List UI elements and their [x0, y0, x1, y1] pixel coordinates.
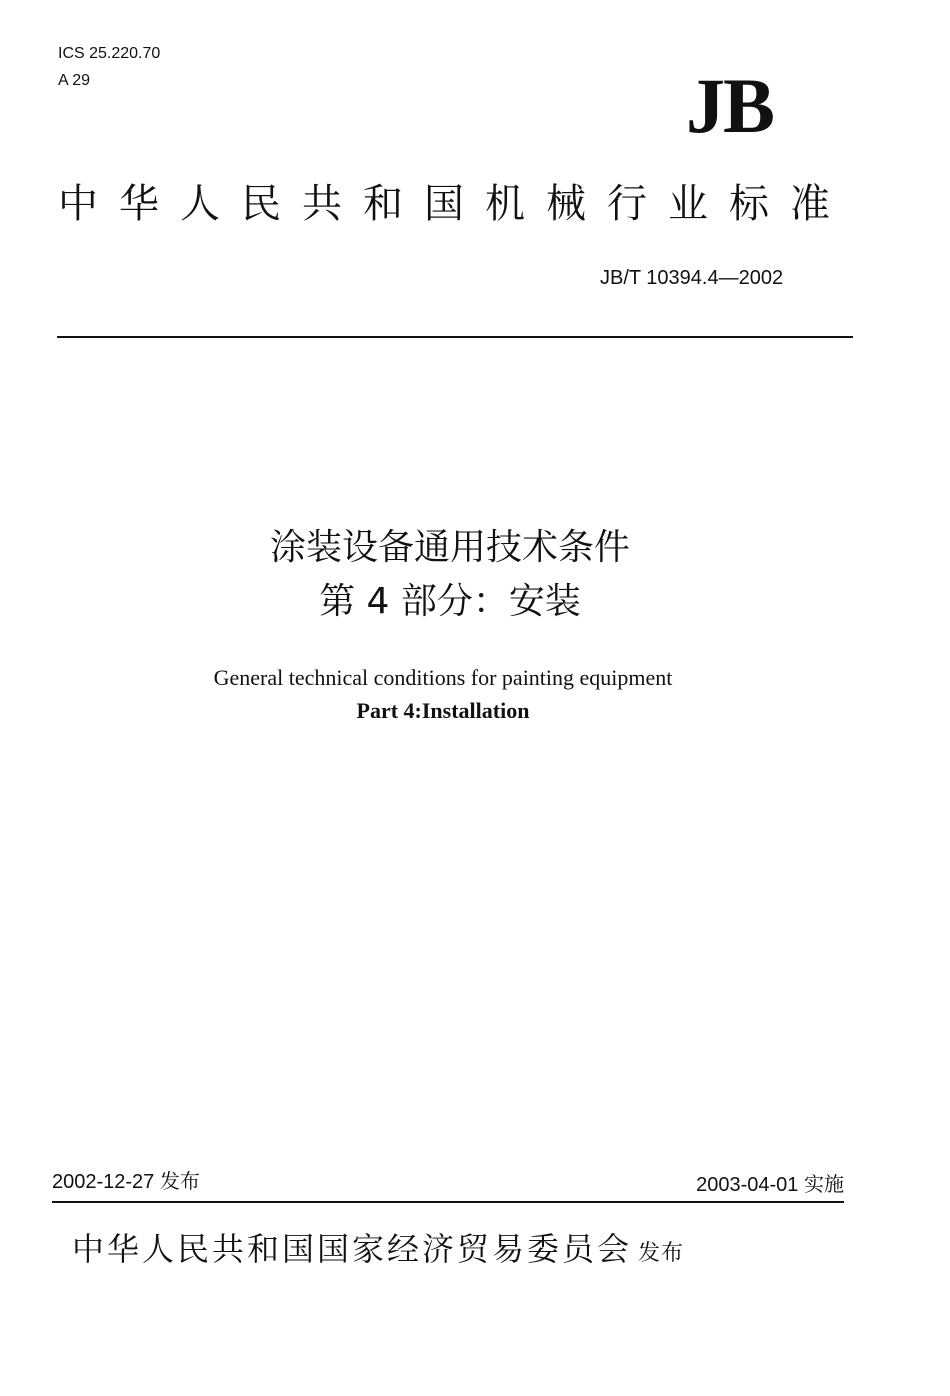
bottom-divider [52, 1201, 844, 1203]
en-title-line2: Part 4:Installation [356, 698, 530, 723]
cn-title-line1: 涂装设备通用技术条件 [269, 527, 630, 568]
standard-title: 中华人民共和国机械行业标准 [58, 181, 851, 227]
publisher-name: 中华人民共和国国家经济贸易委员会 [72, 1230, 633, 1268]
cn-title-line2: 第 4 部分：安装 [319, 581, 581, 622]
top-divider [57, 336, 853, 338]
ics-code: ICS 25.220.70 [58, 45, 161, 62]
issue-date: 2002-12-27 发布 [52, 1171, 200, 1193]
standard-code: JB/T 10394.4—2002 [600, 267, 784, 289]
implement-date: 2003-04-01 实施 [696, 1174, 844, 1196]
en-title-line1: General technical conditions for painting equipment [213, 665, 673, 690]
jb-logo: JB [686, 62, 774, 149]
publish-word: 发布 [638, 1241, 685, 1266]
classification-code: A 29 [58, 72, 91, 89]
publisher-line [72, 1226, 684, 1277]
